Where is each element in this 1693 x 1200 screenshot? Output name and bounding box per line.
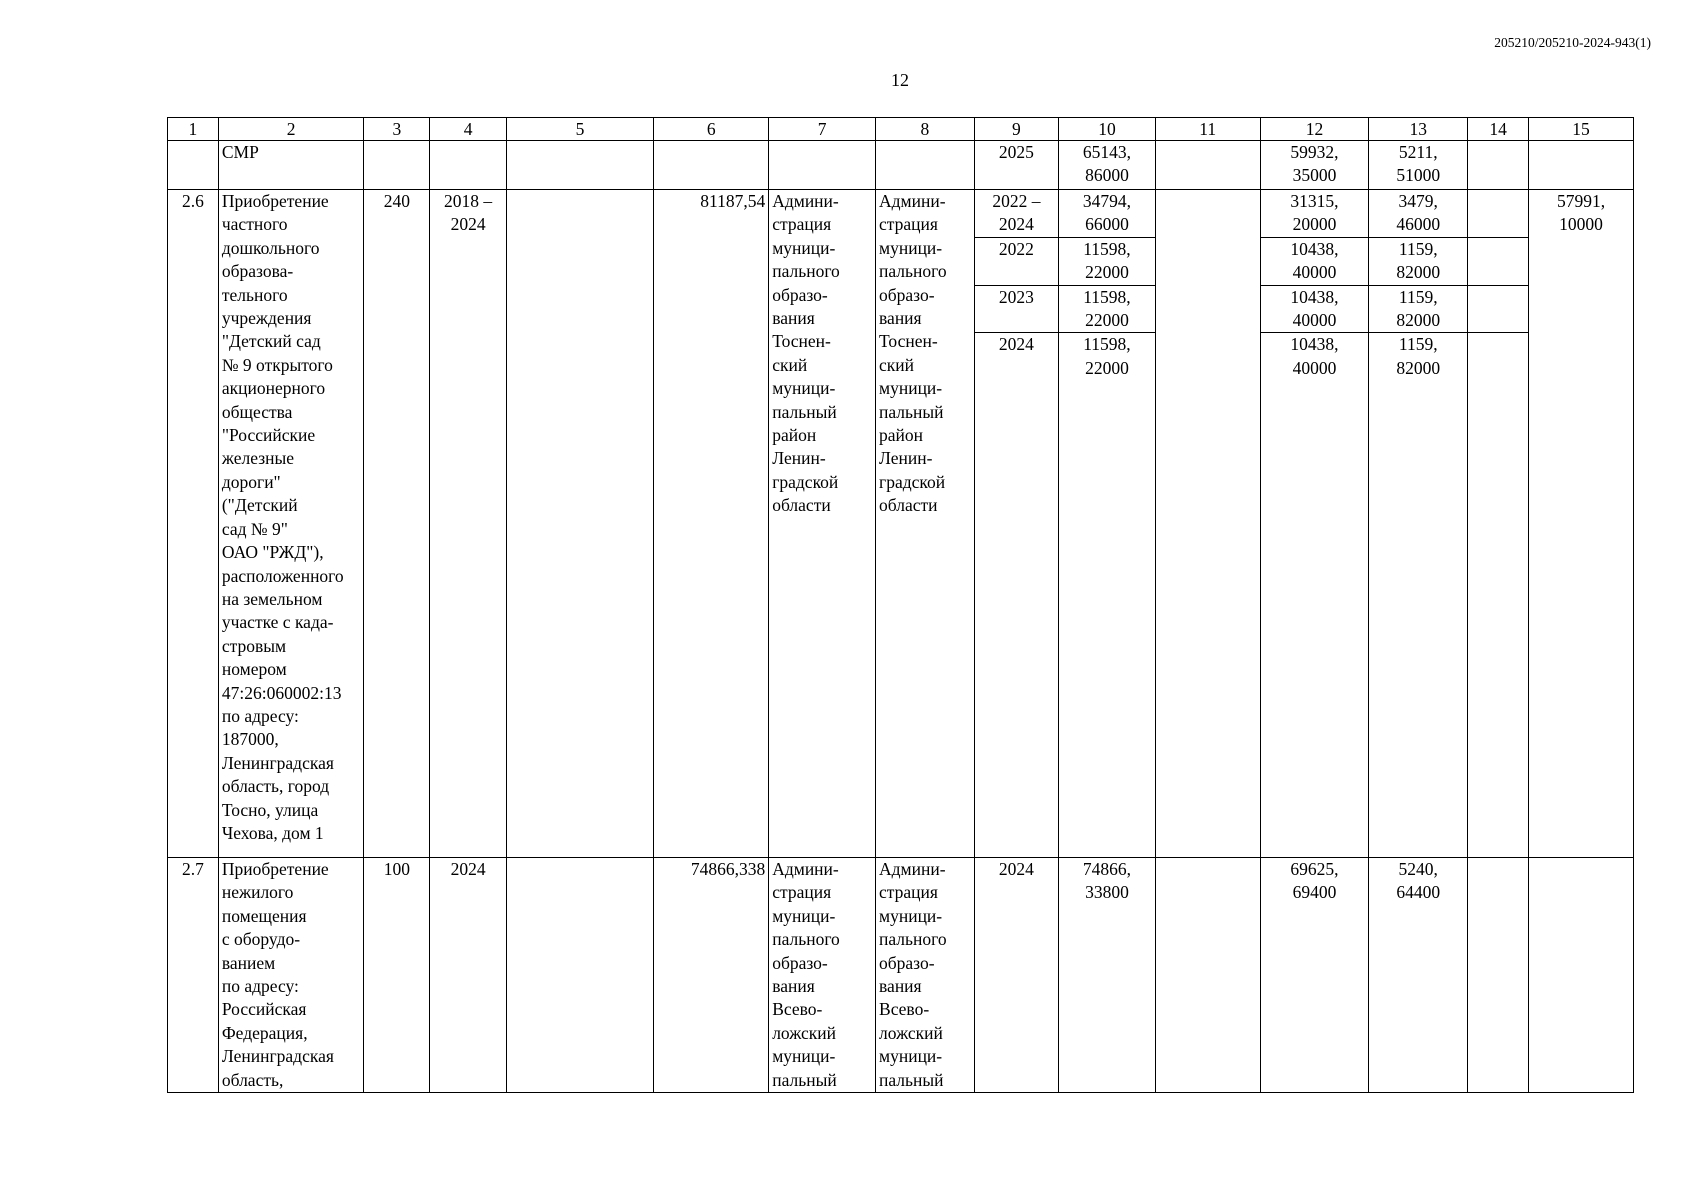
cell-empty [430,141,506,190]
cell-empty [654,141,769,190]
col-number: 3 [364,118,430,141]
cell-customer: Админи- страция муници- пального образо- вания Всево- ложский муници- пальный [769,858,876,1093]
cell-row-number: 2.6 [168,190,219,858]
cell-empty [1468,141,1529,190]
col-number: 13 [1369,118,1468,141]
cell-regional: 59932, 35000 [1260,141,1369,190]
cell-local: 5240, 64400 [1369,858,1468,1093]
cell-row-number: 2.7 [168,858,219,1093]
cell-regional: 69625, 69400 [1260,858,1369,1093]
column-number-row [168,118,1634,141]
cell-name: Приобретение частного дошкольного образова- тельного учреждения "Детский сад № 9 открытого акционерного общества "Российские железные дороги" ("Детский сад № 9" ОАО "РЖД"), расположенного на земельном участке с када- стровым номером 47:26:060002:13 по адресу: 187000, Ленинградская область, город Тосно, улица Чехова, дом 1 [218,190,363,858]
program-table [167,117,1634,1093]
cell-capacity: 240 [364,190,430,858]
cell-local: 1159, 82000 [1369,333,1468,858]
cell-name: Приобретение нежилого помещения с оборудо- ванием по адресу: Российская Федерация, Ленинградская область, [218,858,363,1093]
cell-empty [1468,190,1529,238]
cell-empty [1155,141,1260,190]
page-number: 12 [891,70,909,90]
cell-balance: 57991, 10000 [1529,190,1634,858]
cell-total: 34794, 66000 [1059,190,1156,238]
cell-year: 2024 [974,333,1058,858]
table-row-cmp [168,141,1634,190]
cell-empty [168,141,219,190]
cell-year: 2023 [974,285,1058,333]
cell-total: 65143, 86000 [1059,141,1156,190]
col-number: 1 [168,118,219,141]
cell-empty [364,141,430,190]
col-number: 7 [769,118,876,141]
cell-empty [1468,237,1529,285]
cell-empty [1529,141,1634,190]
cell-regional: 31315, 20000 [1260,190,1369,238]
cell-local: 5211, 51000 [1369,141,1468,190]
cell-local: 3479, 46000 [1369,190,1468,238]
cell-empty [1529,858,1634,1093]
cell-total: 11598, 22000 [1059,333,1156,858]
cell-capacity: 100 [364,858,430,1093]
col-number: 14 [1468,118,1529,141]
cell-year: 2024 [974,858,1058,1093]
cell-empty [1155,858,1260,1093]
document-id: 205210/205210-2024-943(1) [1494,35,1651,50]
cell-empty [1155,190,1260,858]
cell-cost: 81187,54 [654,190,769,858]
cell-empty [506,141,654,190]
cell-total: 74866, 33800 [1059,858,1156,1093]
cell-empty [1468,333,1529,858]
cell-local: 1159, 82000 [1369,285,1468,333]
cell-period: 2024 [430,858,506,1093]
cell-year: 2022 [974,237,1058,285]
cell-regional: 10438, 40000 [1260,237,1369,285]
col-number: 4 [430,118,506,141]
col-number: 15 [1529,118,1634,141]
cell-year: 2025 [974,141,1058,190]
cell-regional: 10438, 40000 [1260,333,1369,858]
col-number: 9 [974,118,1058,141]
cell-empty [1468,858,1529,1093]
col-number: 10 [1059,118,1156,141]
table-row-2-7 [168,858,1634,1093]
table-row-2-6 [168,190,1634,238]
col-number: 11 [1155,118,1260,141]
cell-name: СМР [218,141,363,190]
cell-empty [876,141,975,190]
cell-recipient: Админи- страция муници- пального образо- вания Тоснен- ский муници- пальный район Ленин- градской области [876,190,975,858]
cell-empty [1468,285,1529,333]
cell-year: 2022 – 2024 [974,190,1058,238]
col-number: 12 [1260,118,1369,141]
cell-period: 2018 – 2024 [430,190,506,858]
cell-recipient: Админи- страция муници- пального образо- вания Всево- ложский муници- пальный [876,858,975,1093]
cell-local: 1159, 82000 [1369,237,1468,285]
cell-cost: 74866,338 [654,858,769,1093]
cell-empty [506,190,654,858]
cell-customer: Админи- страция муници- пального образо- вания Тоснен- ский муници- пальный район Ленин- градской области [769,190,876,858]
cell-empty [506,858,654,1093]
cell-regional: 10438, 40000 [1260,285,1369,333]
col-number: 8 [876,118,975,141]
col-number: 5 [506,118,654,141]
col-number: 2 [218,118,363,141]
cell-empty [769,141,876,190]
cell-total: 11598, 22000 [1059,285,1156,333]
cell-total: 11598, 22000 [1059,237,1156,285]
col-number: 6 [654,118,769,141]
